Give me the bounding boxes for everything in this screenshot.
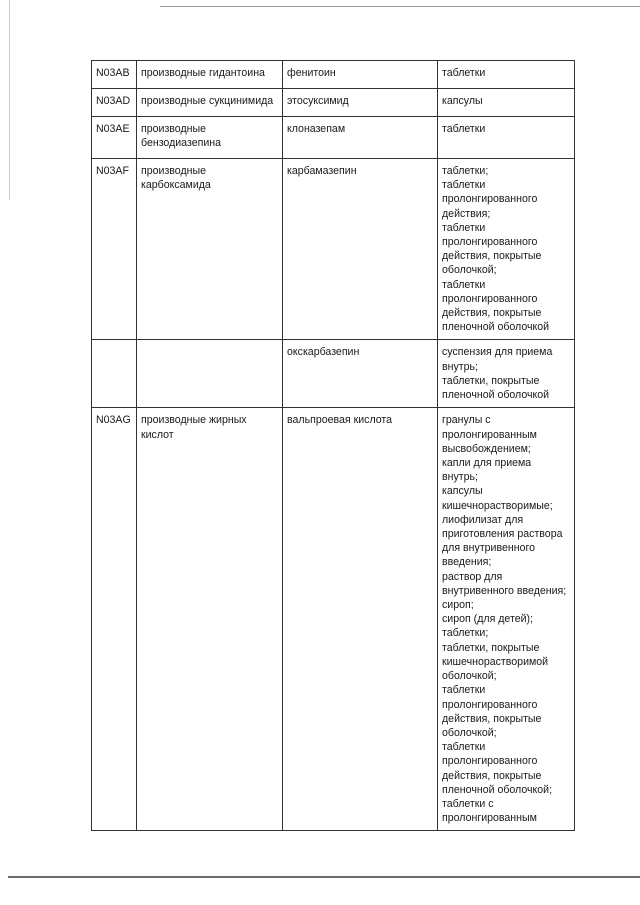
substance-cell: окскарбазепин <box>283 340 438 408</box>
form-line: суспензия для приема внутрь; <box>442 346 553 373</box>
form-line: таблетки пролонгированного действия, покрытые оболочкой; <box>442 221 542 277</box>
form-line: капли для приема внутрь; <box>442 457 532 484</box>
table-row <box>92 159 575 340</box>
form-line: таблетки <box>442 67 486 79</box>
form-line: таблетки пролонгированного действия, покрытые оболочкой; <box>442 684 542 739</box>
group-cell: производные жирных кислот <box>137 408 283 831</box>
atc-code-cell <box>92 340 137 408</box>
form-line: таблетки пролонгированного действия; <box>442 179 538 220</box>
substance-cell: вальпроевая кислота <box>283 408 438 831</box>
forms-cell <box>438 340 575 408</box>
form-line: капсулы <box>442 95 483 107</box>
form-line: таблетки, покрытые пленочной оболочкой <box>442 374 550 402</box>
atc-code-cell: N03AD <box>92 89 137 117</box>
form-line: капсулы кишечнорастворимые; <box>442 485 553 512</box>
group-cell <box>137 340 283 408</box>
table-row <box>92 117 575 159</box>
left-scan-rule <box>9 0 10 200</box>
substance-cell: клоназепам <box>283 117 438 159</box>
bottom-scan-rule <box>8 876 640 878</box>
atc-code-cell: N03AB <box>92 61 137 89</box>
substance-cell: фенитоин <box>283 61 438 89</box>
form-line: таблетки <box>442 123 486 135</box>
form-line: гранулы с пролонгированным высвобождением; <box>442 414 537 455</box>
drug-table <box>91 60 575 831</box>
forms-cell <box>438 89 575 117</box>
form-line: таблетки; <box>442 627 489 640</box>
atc-code-cell: N03AE <box>92 117 137 159</box>
group-cell: производные сукцинимида <box>137 89 283 117</box>
forms-cell <box>438 408 575 831</box>
atc-code-cell: N03AG <box>92 408 137 831</box>
substance-cell: карбамазепин <box>283 159 438 340</box>
top-scan-rule <box>160 6 640 7</box>
form-line: раствор для внутривенного введения; <box>442 570 567 597</box>
form-line: таблетки; <box>442 165 489 177</box>
group-cell: производные бензодиазепина <box>137 117 283 159</box>
forms-cell <box>438 61 575 89</box>
form-line: таблетки с пролонгированным <box>442 797 537 825</box>
table-row <box>92 61 575 89</box>
substance-cell: этосуксимид <box>283 89 438 117</box>
form-line: сироп; <box>442 599 474 612</box>
table-row <box>92 408 575 831</box>
form-line: сироп (для детей); <box>442 613 533 626</box>
forms-cell <box>438 159 575 340</box>
table-row <box>92 89 575 117</box>
table-row <box>92 340 575 408</box>
group-cell: производные гидантоина <box>137 61 283 89</box>
form-line: лиофилизат для приготовления раствора для внутривенного введения; <box>442 513 563 569</box>
form-line: таблетки пролонгированного действия, покрытые пленочной оболочкой <box>442 278 550 334</box>
group-cell: производные карбоксамида <box>137 159 283 340</box>
form-line: таблетки пролонгированного действия, покрытые пленочной оболочкой; <box>442 741 553 796</box>
form-line: таблетки, покрытые кишечнорастворимой оболочкой; <box>442 641 549 683</box>
atc-code-cell: N03AF <box>92 159 137 340</box>
forms-cell <box>438 117 575 159</box>
